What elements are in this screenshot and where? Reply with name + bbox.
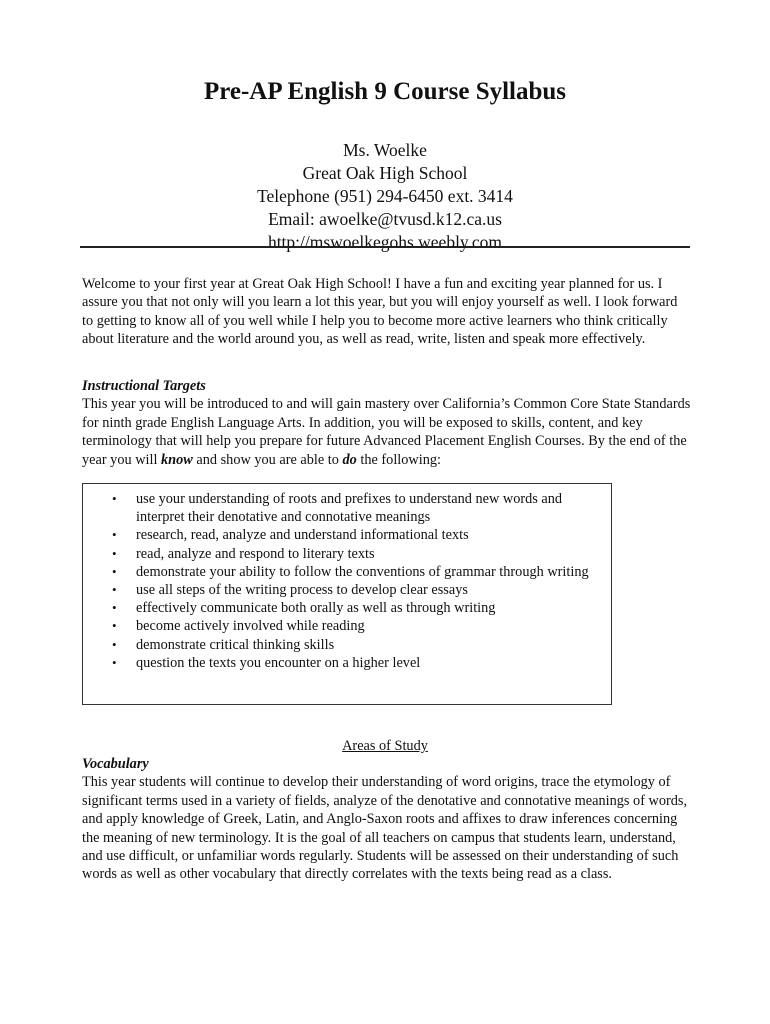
list-item [83, 563, 613, 581]
list-item-text: research, read, analyze and understand informational texts [136, 527, 469, 544]
bullet-icon: • [112, 636, 117, 652]
vocabulary-heading: Vocabulary [82, 756, 149, 772]
emphasis-know: know [161, 451, 193, 468]
list-item [83, 526, 613, 544]
list-item-text: effectively communicate both orally as well as through writing [136, 600, 496, 617]
vocabulary-paragraph: This year students will continue to develop their understanding of word origins, trace the etymology of significant terms used in a variety of fields, analyze of the denotative and connotative meanings of words, and apply knowledge of Greek, Latin, and Anglo-Saxon roots and affixes to draw inferences concerning the meaning of new terminology. It is the goal of all teachers on campus that students learn, understand, and use difficult, or unfamiliar words regularly. Students will be assessed on their understanding of such words as well as other vocabulary that directly correlates with the texts being read as a class. [82, 774, 688, 883]
instructional-targets-paragraph [82, 395, 692, 469]
targets-text-part-1: This year you will be introduced to and will gain mastery over California’s Common Core State Standards for ninth grade English Language Arts. In addition, you will be exposed to skills, content, and key terminology that will help you prepare for future Advanced Placement English Courses. By the end of the year you will [82, 396, 691, 468]
list-item [83, 636, 613, 654]
contact-block [0, 139, 770, 254]
email: Email: awoelke@tvusd.k12.ca.us [268, 209, 502, 229]
bullet-icon: • [112, 545, 117, 561]
bullet-icon: • [112, 654, 117, 670]
list-item-text: demonstrate your ability to follow the conventions of grammar through writing [136, 563, 589, 580]
list-item-text: demonstrate critical thinking skills [136, 636, 335, 653]
emphasis-do: do [342, 451, 357, 468]
bullet-icon: • [112, 563, 117, 579]
targets-text-part-3: the following: [356, 451, 441, 468]
list-item [83, 599, 613, 617]
teacher-name: Ms. Woelke [343, 140, 427, 160]
list-item-text: question the texts you encounter on a higher level [136, 654, 421, 671]
bullet-icon: • [112, 527, 117, 543]
bullet-icon: • [112, 491, 117, 506]
welcome-paragraph: Welcome to your first year at Great Oak High School! I have a fun and exciting year planned for us. I assure you that not only will you learn a lot this year, but you will enjoy yourself as well. I look forward to getting to know all of you well while I help you to become more active learners who think critically about literature and the world around you, as well as read, write, listen and speak more effectively. [82, 276, 678, 348]
instructional-targets-section [82, 377, 692, 469]
telephone: Telephone (951) 294-6450 ext. 3414 [257, 186, 513, 206]
list-item-text: become actively involved while reading [136, 618, 365, 635]
list-item [83, 654, 613, 672]
instructional-targets-heading: Instructional Targets [82, 378, 206, 394]
targets-text-part-2: and show you are able to [192, 451, 343, 468]
list-item-text: use all steps of the writing process to develop clear essays [136, 582, 468, 599]
areas-of-study-heading: Areas of Study [342, 738, 428, 754]
bullet-icon: • [112, 582, 117, 598]
list-item-text: use your understanding of roots and prefixes to understand new words and interpret their denotative and connotative meanings [136, 491, 563, 526]
list-item [83, 581, 613, 599]
vocabulary-section [82, 755, 692, 884]
school-name: Great Oak High School [302, 163, 468, 183]
bullet-icon: • [112, 618, 117, 634]
list-item [83, 617, 613, 635]
targets-box [82, 483, 612, 705]
list-item [83, 545, 613, 563]
bullet-icon: • [112, 600, 117, 616]
list-item [83, 490, 613, 526]
header-divider [80, 246, 690, 248]
list-item-text: read, analyze and respond to literary texts [136, 545, 375, 562]
targets-list [83, 490, 613, 672]
document-title: Pre-AP English 9 Course Syllabus [203, 78, 567, 105]
website: http://mswoelkegohs.weebly.com [267, 232, 503, 252]
